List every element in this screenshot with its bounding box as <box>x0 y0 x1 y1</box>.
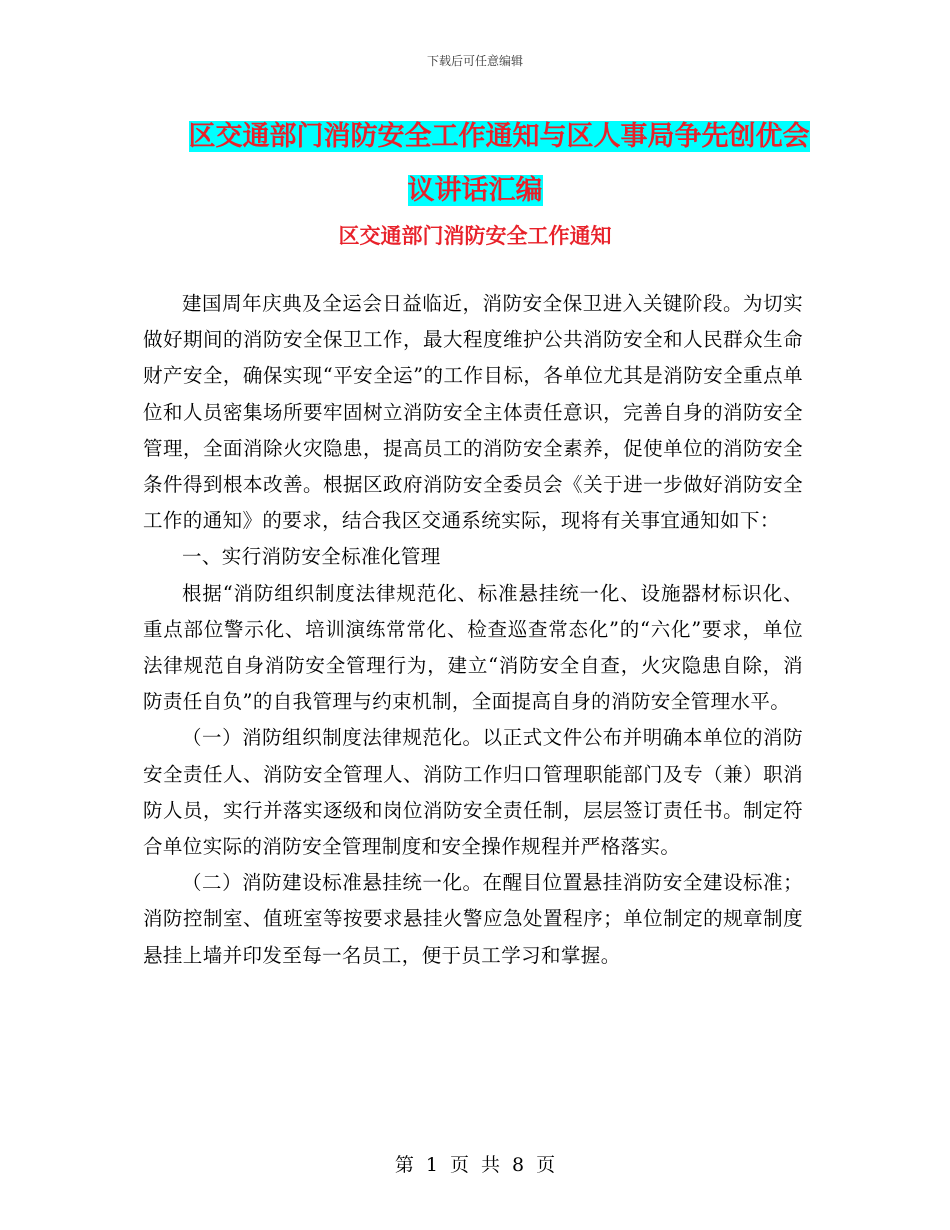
paragraph-six-requirements: 根据“消防组织制度法律规范化、标准悬挂统一化、设施器材标识化、重点部位警示化、培训演练常常化、检查巡查常态化”的“六化”要求，单位法律规范自身消防安全管理行为，建立“消防安全自查，火灾隐患自除，消防责任自负”的自我管理与约束机制，全面提高自身的消防安全管理水平。 <box>143 581 803 714</box>
title-line-1 <box>0 110 950 164</box>
paragraph-intro: 建国周年庆典及全运会日益临近，消防安全保卫进入关键阶段。为切实做好期间的消防安全保卫工作，最大程度维护公共消防安全和人民群众生命财产安全，确保实现“平安全运”的工作目标，各单位尤其是消防安全重点单位和人员密集场所要牢固树立消防安全主体责任意识，完善自身的消防安全管理，全面消除火灾隐患，提高员工的消防安全素养，促使单位的消防安全条件得到根本改善。根据区政府消防安全委员会《关于进一步做好消防安全工作的通知》的要求，结合我区交通系统实际，现将有关事宜通知如下： <box>143 292 803 533</box>
paragraph-item-2: （二）消防建设标准悬挂统一化。在醒目位置悬挂消防安全建设标准；消防控制室、值班室等按要求悬挂火警应急处置程序；单位制定的规章制度悬挂上墙并印发至每一名员工，便于员工学习和掌握。 <box>143 871 803 967</box>
section-title: 区交通部门消防安全工作通知 <box>338 223 612 248</box>
header-note: 下载后可任意编辑 <box>426 54 523 68</box>
paragraph-heading-1: 一、实行消防安全标准化管理 <box>182 545 441 569</box>
page-footer: 第 1 页 共 8 页 <box>394 1154 556 1176</box>
paragraph-item-1: （一）消防组织制度法律规范化。以正式文件公布并明确本单位的消防安全责任人、消防安全管理人、消防工作归口管理职能部门及专（兼）职消防人员，实行并落实逐级和岗位消防安全责任制，层层签订责任书。制定符合单位实际的消防安全管理制度和安全操作规程并严格落实。 <box>143 726 803 859</box>
title-line-1-text: 区交通部门消防安全工作通知与区人事局争先创优会 <box>188 121 810 152</box>
title-line-2 <box>408 175 543 206</box>
document-body <box>143 286 803 974</box>
title-line-2-text: 议讲话汇编 <box>407 175 543 206</box>
document-title <box>0 110 950 218</box>
